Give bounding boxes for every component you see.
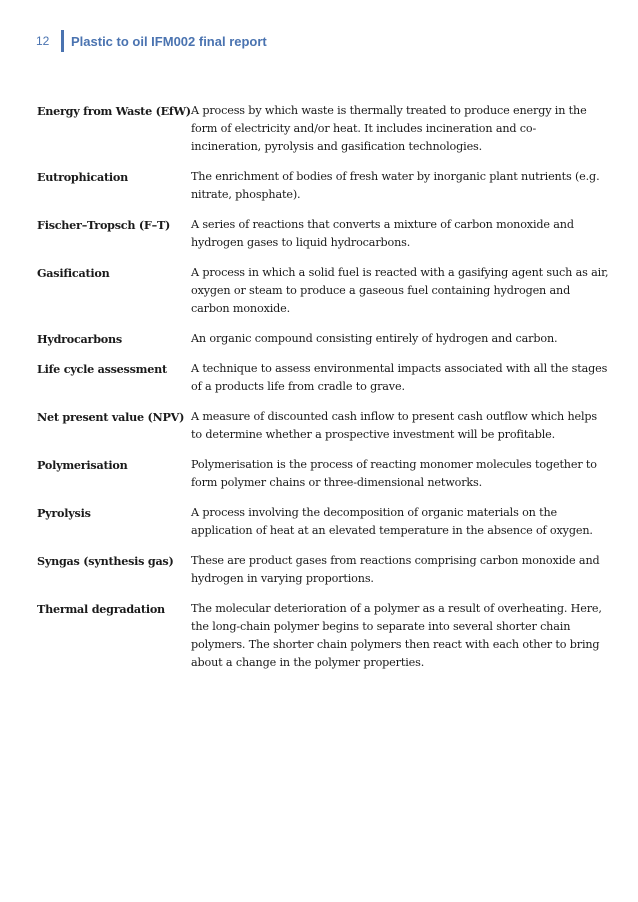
- definition-line: A process in which a solid fuel is reacted with a gasifying agent such as air,: [191, 266, 609, 279]
- definition-line: Polymerisation is the process of reacting monomer molecules together to: [191, 458, 597, 471]
- glossary-entry: [37, 456, 607, 492]
- glossary-definition: [191, 360, 607, 396]
- definition-line: the long-chain polymer begins to separate into several shorter chain: [191, 620, 571, 633]
- definition-line: incineration, pyrolysis and gasification technologies.: [191, 140, 483, 153]
- glossary-term: Net present value (NPV): [37, 410, 185, 424]
- glossary-term: Thermal degradation: [37, 602, 165, 616]
- glossary-definition: [191, 330, 607, 348]
- glossary-definition: [191, 600, 607, 672]
- glossary-term: Life cycle assessment: [37, 362, 167, 376]
- page-header: [36, 30, 267, 52]
- definition-line: oxygen or steam to produce a gaseous fuel containing hydrogen and: [191, 284, 571, 297]
- glossary-definition: [191, 216, 607, 252]
- glossary-entry: [37, 600, 607, 672]
- header-divider: [61, 30, 64, 52]
- definition-line: nitrate, phosphate).: [191, 188, 301, 201]
- glossary-entry: [37, 552, 607, 588]
- glossary-definition: [191, 102, 607, 156]
- glossary-term: Eutrophication: [37, 170, 128, 184]
- definition-line: A series of reactions that converts a mixture of carbon monoxide and: [191, 218, 574, 231]
- definition-line: about a change in the polymer properties.: [191, 656, 425, 669]
- definition-line: of a products life from cradle to grave.: [191, 380, 405, 393]
- page-number: 12: [36, 34, 50, 48]
- glossary-term: Pyrolysis: [37, 506, 91, 520]
- definition-line: An organic compound consisting entirely of hydrogen and carbon.: [191, 332, 558, 345]
- glossary-entry: [37, 168, 607, 204]
- glossary-entry: [37, 264, 607, 318]
- glossary-entry: [37, 102, 607, 156]
- report-title: Plastic to oil IFM002 final report: [71, 33, 267, 49]
- glossary-term: Energy from Waste (EfW): [37, 104, 191, 118]
- glossary-definition: [191, 552, 607, 588]
- definition-line: polymers. The shorter chain polymers then react with each other to bring: [191, 638, 600, 651]
- definition-line: hydrogen in varying proportions.: [191, 572, 374, 585]
- definition-line: carbon monoxide.: [191, 302, 291, 315]
- glossary-entry: [37, 504, 607, 540]
- definition-line: A process by which waste is thermally treated to produce energy in the: [191, 104, 587, 117]
- definition-line: A technique to assess environmental impacts associated with all the stages: [191, 362, 608, 375]
- definition-line: The molecular deterioration of a polymer as a result of overheating. Here,: [191, 602, 602, 615]
- definition-line: form polymer chains or three-dimensional networks.: [191, 476, 483, 489]
- definition-line: A process involving the decomposition of organic materials on the: [191, 506, 557, 519]
- definition-line: A measure of discounted cash inflow to present cash outflow which helps: [191, 410, 598, 423]
- definition-line: form of electricity and/or heat. It includes incineration and co-: [191, 122, 537, 135]
- glossary-list: [37, 102, 607, 684]
- glossary-term: Syngas (synthesis gas): [37, 554, 174, 568]
- glossary-entry: [37, 330, 607, 348]
- glossary-entry: [37, 408, 607, 444]
- definition-line: application of heat at an elevated temperature in the absence of oxygen.: [191, 524, 593, 537]
- glossary-term: Polymerisation: [37, 458, 128, 472]
- definition-line: to determine whether a prospective investment will be profitable.: [191, 428, 556, 441]
- glossary-definition: [191, 408, 607, 444]
- glossary-term: Hydrocarbons: [37, 332, 122, 346]
- definition-line: These are product gases from reactions comprising carbon monoxide and: [191, 554, 600, 567]
- glossary-definition: [191, 456, 607, 492]
- glossary-definition: [191, 264, 608, 318]
- definition-line: The enrichment of bodies of fresh water by inorganic plant nutrients (e.g.: [191, 170, 600, 183]
- glossary-term: Fischer–Tropsch (F–T): [37, 218, 171, 232]
- glossary-entry: [37, 360, 607, 396]
- glossary-entry: [37, 216, 607, 252]
- glossary-definition: [191, 504, 607, 540]
- definition-line: hydrogen gases to liquid hydrocarbons.: [191, 236, 411, 249]
- glossary-definition: [191, 168, 607, 204]
- glossary-term: Gasification: [37, 266, 110, 280]
